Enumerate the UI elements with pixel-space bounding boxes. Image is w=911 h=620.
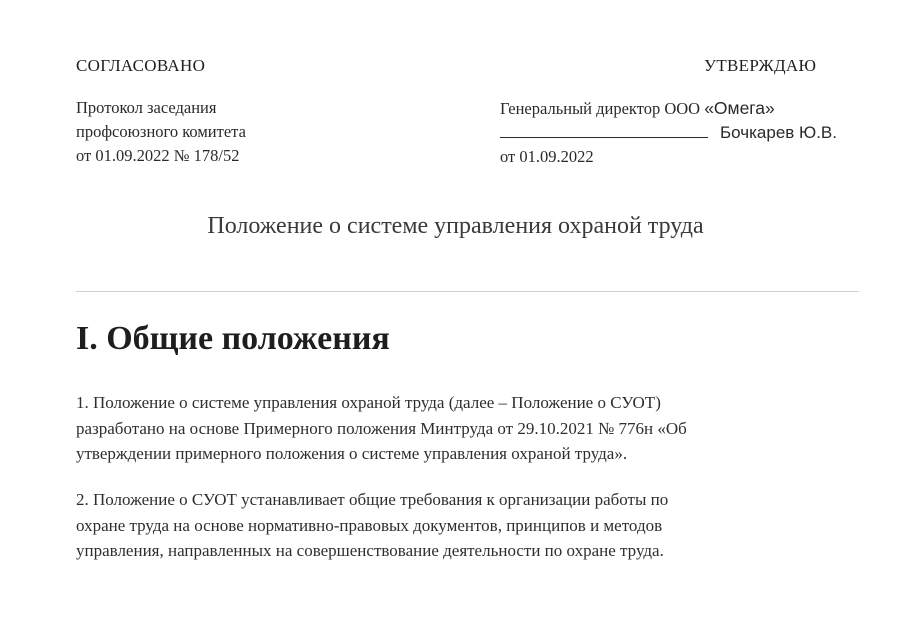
company-name: «Омега» — [704, 98, 775, 118]
approve-stamp-title: УТВЕРЖДАЮ — [704, 56, 817, 75]
paragraph-line: охране труда на основе нормативно-правовых документов, принципов и методов — [76, 515, 663, 535]
agreed-stamp-title: СОГЛАСОВАНО — [76, 56, 206, 75]
protocol-line: профсоюзного комитета — [76, 122, 246, 141]
protocol-line: от 01.09.2022 № 178/52 — [76, 146, 240, 165]
director-position — [500, 96, 837, 121]
paragraph-line: утверждении примерного положения о системе управления охраной труда». — [76, 444, 628, 463]
director-info — [500, 96, 837, 169]
section-heading: I. Общие положения — [76, 320, 390, 357]
divider — [76, 291, 859, 292]
protocol-info — [76, 96, 246, 168]
paragraph-line: разработано на основе Примерного положения Минтруда от 29.10.2021 № 776н «Об — [76, 418, 687, 438]
approval-date: от 01.09.2022 — [500, 147, 594, 166]
director-prefix: Генеральный директор ООО — [500, 99, 705, 118]
signatory-name: Бочкарев Ю.В. — [720, 123, 837, 142]
paragraph — [76, 390, 866, 467]
signature-line — [500, 123, 708, 138]
signature-row — [500, 121, 837, 145]
protocol-line: Протокол заседания — [76, 98, 217, 117]
paragraph-line: управления, направленных на совершенствование деятельности по охране труда. — [76, 541, 664, 560]
paragraph — [76, 487, 866, 564]
paragraph-line: 2. Положение о СУОТ устанавливает общие требования к организации работы по — [76, 490, 669, 509]
document-title: Положение о системе управления охраной труда — [207, 213, 704, 239]
paragraph-line: 1. Положение о системе управления охраной труда (далее – Положение о СУОТ) — [76, 393, 661, 412]
